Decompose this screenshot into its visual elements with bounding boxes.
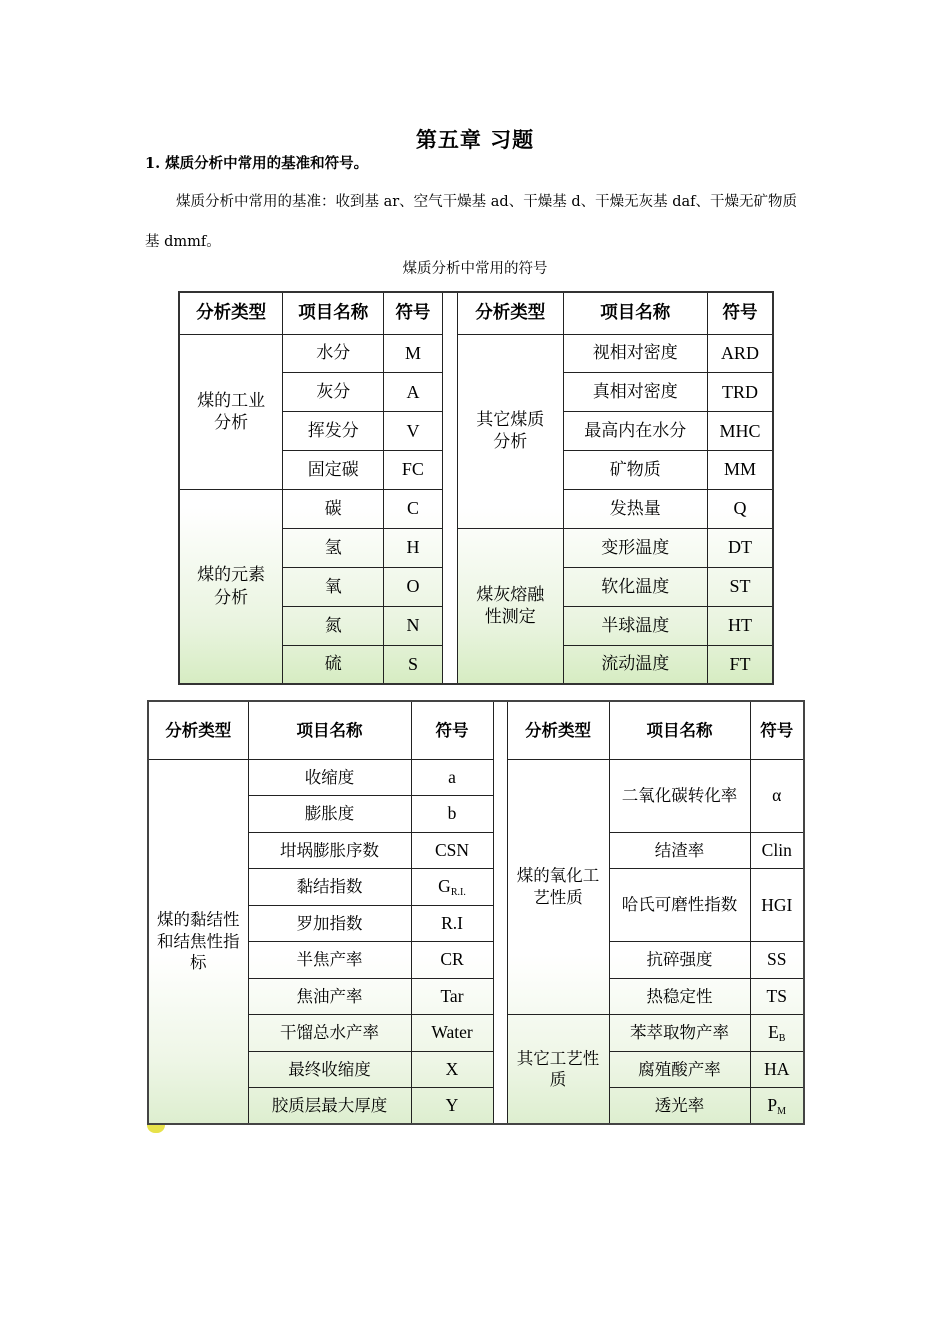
question-heading: 1. 煤质分析中常用的基准和符号。	[145, 155, 369, 172]
header-symbol: 符号	[750, 701, 804, 759]
symbol-cell: TRD	[707, 373, 773, 412]
analysis-type-cell: 煤灰熔融性测定	[457, 528, 563, 684]
symbol-cell: Tar	[411, 978, 493, 1015]
symbol-main: G	[438, 875, 451, 896]
decorative-corner	[147, 1125, 165, 1133]
item-name-cell: 真相对密度	[563, 373, 707, 412]
item-name-cell: 软化温度	[563, 567, 707, 606]
symbol-cell: CSN	[411, 832, 493, 869]
header-analysis-type: 分析类型	[457, 292, 563, 334]
item-name-cell: 胶质层最大厚度	[248, 1088, 411, 1125]
item-name-cell: 发热量	[563, 490, 707, 529]
header-item-name: 项目名称	[248, 701, 411, 759]
item-name-cell: 硫	[283, 645, 384, 684]
symbol-subscript: B	[778, 1032, 786, 1044]
analysis-type-cell: 煤的工业分析	[179, 334, 283, 490]
symbol-cell: b	[411, 796, 493, 833]
item-name-cell: 透光率	[609, 1088, 750, 1125]
item-name-cell: 氮	[283, 606, 384, 645]
symbol-cell: Q	[707, 490, 773, 529]
table-caption: 煤质分析中常用的符号	[402, 261, 548, 277]
symbol-cell: V	[384, 412, 442, 451]
symbol-cell: CR	[411, 942, 493, 979]
symbol-cell: DT	[707, 528, 773, 567]
symbol-cell: Y	[411, 1088, 493, 1125]
symbol-cell: FT	[707, 645, 773, 684]
header-symbol: 符号	[384, 292, 442, 334]
symbol-cell: A	[384, 373, 442, 412]
analysis-type-cell: 煤的氧化工艺性质	[507, 759, 609, 1015]
symbol-cell: HT	[707, 606, 773, 645]
item-name-cell: 苯萃取物产率	[609, 1015, 750, 1052]
page-title: 第五章 习题	[415, 127, 535, 152]
item-name-cell: 焦油产率	[248, 978, 411, 1015]
symbol-cell	[750, 1088, 804, 1125]
header-symbol: 符号	[411, 701, 493, 759]
symbol-cell: a	[411, 759, 493, 796]
header-analysis-type: 分析类型	[507, 701, 609, 759]
symbol-cell: MM	[707, 451, 773, 490]
table-gap	[442, 292, 457, 684]
symbol-cell: SS	[750, 942, 804, 979]
symbol-cell: O	[384, 567, 442, 606]
item-name-cell: 收缩度	[248, 759, 411, 796]
item-name-cell: 坩埚膨胀序数	[248, 832, 411, 869]
item-name-cell: 哈氏可磨性指数	[609, 869, 750, 942]
analysis-type-cell: 其它煤质分析	[457, 334, 563, 528]
item-name-cell: 半焦产率	[248, 942, 411, 979]
item-name-cell: 矿物质	[563, 451, 707, 490]
symbol-cell: S	[384, 645, 442, 684]
header-analysis-type: 分析类型	[179, 292, 283, 334]
item-name-cell: 结渣率	[609, 832, 750, 869]
analysis-type-cell: 其它工艺性质	[507, 1015, 609, 1125]
symbol-cell: TS	[750, 978, 804, 1015]
item-name-cell: 腐殖酸产率	[609, 1051, 750, 1088]
symbols-table-2	[147, 700, 805, 1125]
symbol-main: P	[767, 1094, 778, 1115]
item-name-cell: 二氧化碳转化率	[609, 759, 750, 832]
symbol-cell: N	[384, 606, 442, 645]
item-name-cell: 氧	[283, 567, 384, 606]
symbol-cell: H	[384, 528, 442, 567]
header-item-name: 项目名称	[283, 292, 384, 334]
symbol-cell: C	[384, 490, 442, 529]
symbol-cell: R.I	[411, 905, 493, 942]
symbol-cell	[750, 1015, 804, 1052]
symbol-cell: ARD	[707, 334, 773, 373]
item-name-cell: 灰分	[283, 373, 384, 412]
item-name-cell: 膨胀度	[248, 796, 411, 833]
symbol-cell: ST	[707, 567, 773, 606]
symbol-cell: MHC	[707, 412, 773, 451]
analysis-type-cell: 煤的黏结性和结焦性指标	[148, 759, 248, 1124]
item-name-cell: 流动温度	[563, 645, 707, 684]
item-name-cell: 最高内在水分	[563, 412, 707, 451]
item-name-cell: 变形温度	[563, 528, 707, 567]
header-analysis-type: 分析类型	[148, 701, 248, 759]
header-item-name: 项目名称	[609, 701, 750, 759]
symbol-cell: FC	[384, 451, 442, 490]
symbol-subscript: M	[777, 1105, 787, 1117]
header-item-name: 项目名称	[563, 292, 707, 334]
symbols-table-1	[178, 291, 774, 685]
item-name-cell: 干馏总水产率	[248, 1015, 411, 1052]
item-name-cell: 视相对密度	[563, 334, 707, 373]
table-gap	[493, 701, 507, 1124]
item-name-cell: 固定碳	[283, 451, 384, 490]
symbol-cell: α	[750, 759, 804, 832]
item-name-cell: 黏结指数	[248, 869, 411, 906]
header-symbol: 符号	[707, 292, 773, 334]
item-name-cell: 碳	[283, 490, 384, 529]
paragraph: 煤质分析中常用的基准：收到基 ar、空气干燥基 ad、干燥基 d、干燥无灰基 daf、干燥无矿物质基 dmmf。	[145, 194, 798, 250]
item-name-cell: 罗加指数	[248, 905, 411, 942]
symbol-cell: X	[411, 1051, 493, 1088]
symbol-cell: HGI	[750, 869, 804, 942]
symbol-cell: Clin	[750, 832, 804, 869]
symbol-cell	[411, 869, 493, 906]
symbol-cell: HA	[750, 1051, 804, 1088]
symbol-cell: Water	[411, 1015, 493, 1052]
item-name-cell: 半球温度	[563, 606, 707, 645]
item-name-cell: 最终收缩度	[248, 1051, 411, 1088]
analysis-type-cell: 煤的元素分析	[179, 490, 283, 684]
symbol-cell: M	[384, 334, 442, 373]
item-name-cell: 热稳定性	[609, 978, 750, 1015]
item-name-cell: 挥发分	[283, 412, 384, 451]
symbol-main: E	[768, 1021, 779, 1042]
item-name-cell: 氢	[283, 528, 384, 567]
item-name-cell: 水分	[283, 334, 384, 373]
symbol-subscript: R.I.	[450, 886, 466, 898]
item-name-cell: 抗碎强度	[609, 942, 750, 979]
